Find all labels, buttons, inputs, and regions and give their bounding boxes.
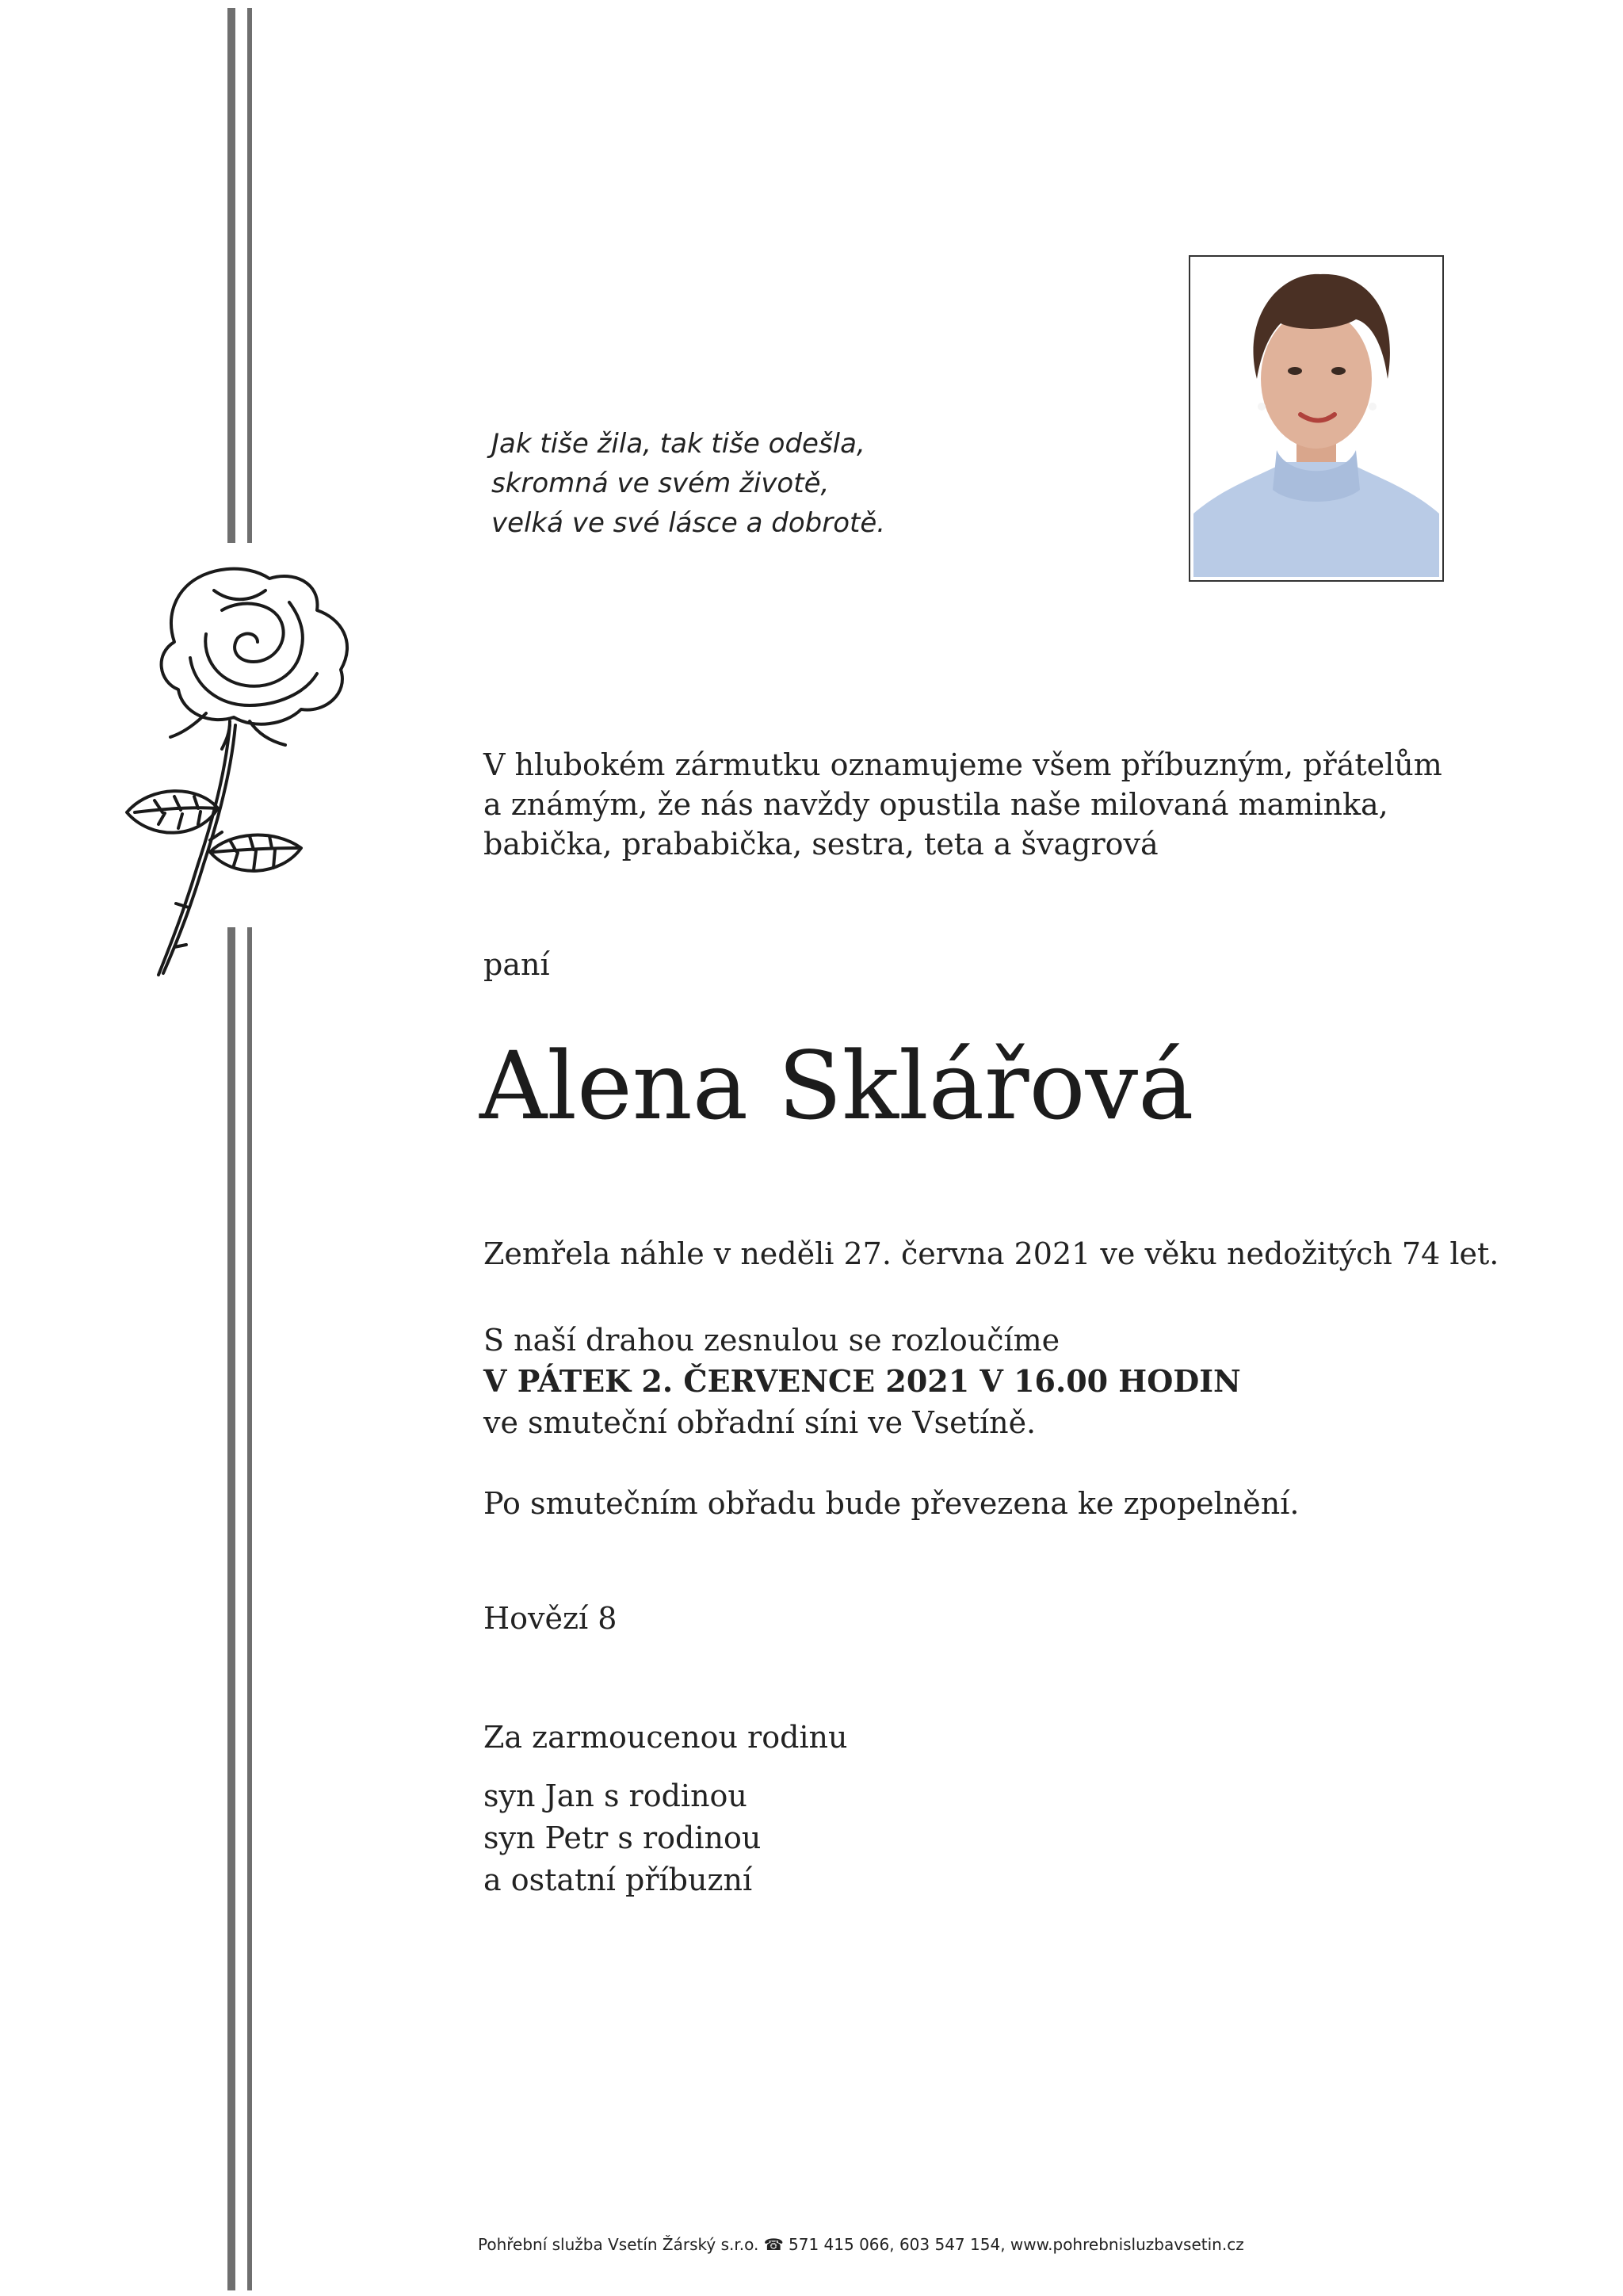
- poem-line: Jak tiše žila, tak tiše odešla,: [491, 428, 865, 460]
- announcement-line: V hlubokém zármutku oznamujeme všem příbuzným, přátelům: [483, 747, 1442, 782]
- portrait-photo: [1189, 255, 1444, 582]
- vertical-rule-left-bottom: [227, 927, 235, 2290]
- farewell-place: ve smuteční obřadní síni ve Vsetíně.: [483, 1405, 1037, 1440]
- farewell-intro: S naší drahou zesnulou se rozloučíme: [483, 1323, 1060, 1358]
- announcement-line: a známým, že nás navždy opustila naše milovaná maminka,: [483, 787, 1388, 822]
- family-member: syn Jan s rodinou: [483, 1778, 747, 1813]
- phone-icon: ☎: [763, 2235, 784, 2254]
- family-title: Za zarmoucenou rodinu: [483, 1720, 848, 1755]
- family-list: [483, 1775, 761, 1901]
- announcement: [483, 745, 1514, 864]
- poem-line: skromná ve svém životě,: [491, 468, 830, 499]
- vertical-rule-left-top: [227, 8, 235, 543]
- family-member: a ostatní příbuzní: [483, 1862, 753, 1897]
- death-notice: Zemřela náhle v neděli 27. června 2021 ve věku nedožitých 74 let.: [483, 1236, 1499, 1271]
- footer: [478, 2235, 1244, 2254]
- poem-line: velká ve své lásce a dobrotě.: [491, 507, 886, 539]
- footer-website: www.pohrebnisluzbavsetin.cz: [1010, 2235, 1244, 2254]
- footer-company: Pohřební služba Vsetín Žárský s.r.o.: [478, 2235, 759, 2254]
- vertical-rule-right-top: [247, 8, 252, 543]
- footer-phones: 571 415 066, 603 547 154,: [789, 2235, 1006, 2254]
- farewell-info: [483, 1320, 1241, 1443]
- farewell-datetime: V PÁTEK 2. ČERVENCE 2021 V 16.00 HODIN: [483, 1363, 1241, 1399]
- rose-icon: [111, 555, 372, 983]
- address: Hovězí 8: [483, 1601, 617, 1636]
- vertical-rule-right-bottom: [247, 927, 252, 2290]
- family-member: syn Petr s rodinou: [483, 1820, 762, 1855]
- poem: [491, 424, 885, 543]
- cremation-note: Po smutečním obřadu bude převezena ke zpopelnění.: [483, 1486, 1300, 1521]
- salutation: paní: [483, 947, 550, 982]
- announcement-line: babička, prababička, sestra, teta a švagrová: [483, 827, 1159, 861]
- deceased-name: Alena Sklářová: [479, 1031, 1194, 1140]
